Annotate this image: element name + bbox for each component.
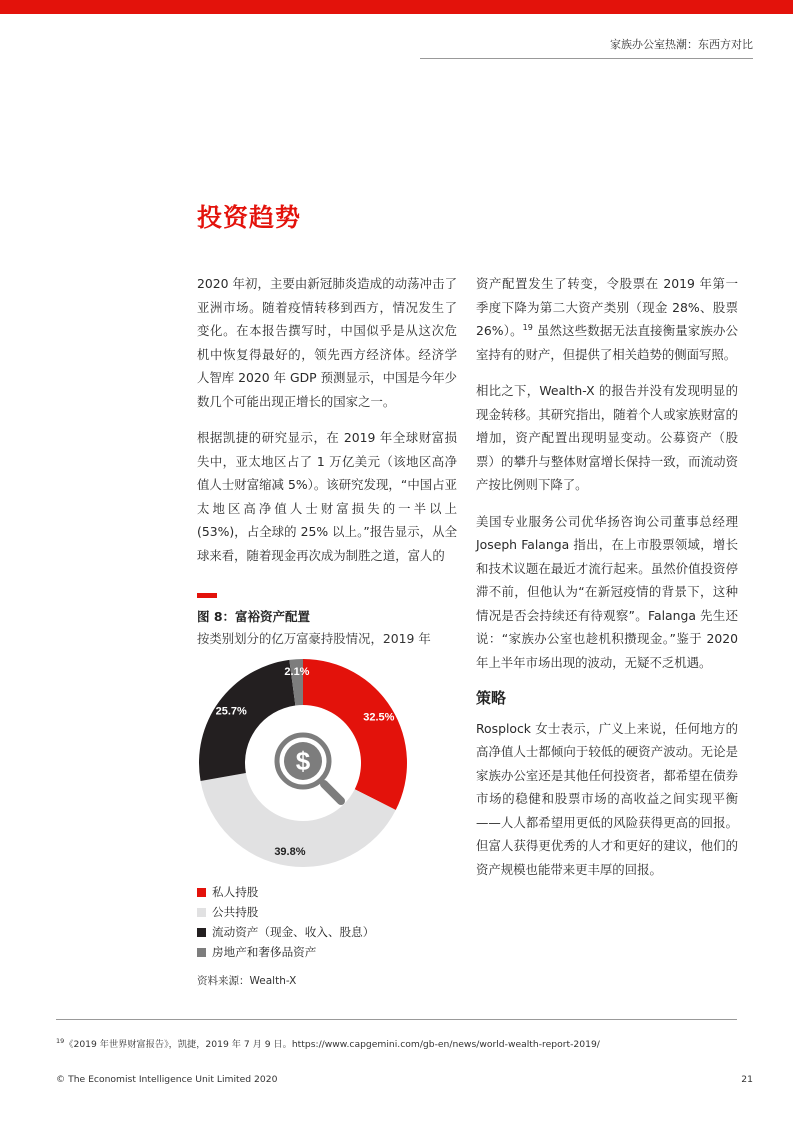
right-paragraph-1: 资产配置发生了转变，令股票在 2019 年第一季度下降为第二大资产类别（现金 28%、股票 26%）。$^{19}$ 虽然这些数据无法直接衡量家族办公室持有的财产，但提供了相关趋势的侧面写照。	[476, 276, 738, 362]
legend-label: 私人持股	[212, 885, 259, 899]
legend-item-2	[197, 902, 374, 922]
section-title: 投资趋势	[197, 203, 302, 232]
header-rule	[420, 58, 753, 59]
copyright: © The Economist Intelligence Unit Limited 2020	[56, 1074, 278, 1085]
pie-label-2: 39.8%	[274, 846, 306, 859]
right-paragraph-3: 美国专业服务公司优华扬咨询公司董事总经理 Joseph Falanga 指出，在上市股票领域，增长和技术议题在最近才流行起来。虽然价值投资停滞不前，但他认为“在新冠疫情的背景下，这种情况是否会持续还有待观察”。Falanga 先生还说：“家族办公室也趁机积攒现金。”鉴于 2020 年上半年市场出现的波动，无疑不乏机遇。	[476, 513, 738, 670]
legend-item-4	[197, 942, 374, 962]
chart-legend	[197, 882, 374, 962]
donut-chart-svg	[197, 657, 409, 869]
footnote-ref[interactable]: 19	[522, 322, 533, 332]
right-paragraph-2: 相比之下，Wealth-X 的报告并没有发现明显的现金转移。其研究指出，随着个人或家族财富的增加，资产配置出现明显变动。公募资产（股票）的攀升与整体财富增长保持一致，而流动资产按比例则下降了。	[476, 383, 738, 492]
figure-subtitle: 按类别划分的亿万富豪持股情况，2019 年	[197, 631, 431, 646]
left-column	[197, 272, 457, 580]
left-paragraph-2: 根据凯捷的研究显示，在 2019 年全球财富损失中，亚太地区占了 1 万亿美元（该地区高净值人士财富缩减 5%）。该研究发现，“中国占亚太地区高净值人士财富损失的一半以上 (53%)，占全球的 25% 以上。”报告显示，从全球来看，随着现金再次成为制胜之道，富人的	[197, 430, 457, 563]
pie-slice-1	[303, 659, 407, 810]
footnote-text[interactable]: 《2019 年世界财富报告》，凯捷，2019 年 7 月 9 日。https://www.capgemini.com/gb-en/news/world-wealth-report-2019/	[64, 1039, 600, 1050]
right-paragraph-4: Rosplock 女士表示，广义上来说，任何地方的高净值人士都倾向于较低的硬资产波动。无论是家族办公室还是其他任何投资者，都希望在债券市场的稳健和股票市场的高收益之间实现平衡——人人都希望用更低的风险获得更高的回报。但富人获得更优秀的人才和更好的建议，他们的资产规模也能带来更丰厚的回报。	[476, 720, 738, 877]
legend-label: 房地产和奢侈品资产	[212, 945, 317, 959]
figure-accent-bar	[197, 593, 217, 598]
pie-label-3: 25.7%	[215, 705, 247, 718]
footnote-rule	[56, 1019, 737, 1020]
dollar-magnifier-icon	[277, 735, 341, 801]
legend-swatch	[197, 908, 206, 917]
left-paragraph-1: 2020 年初，主要由新冠肺炎造成的动荡冲击了亚洲市场。随着疫情转移到西方，情况发生了变化。在本报告撰写时，中国似乎是从这次危机中恢复得最好的，领先西方经济体。经济学人智库 2020 年 GDP 预测显示，中国是今年少数几个可能出现正增长的国家之一。	[197, 276, 457, 409]
legend-label: 公共持股	[212, 905, 259, 919]
figure-8	[197, 593, 457, 987]
footnote	[56, 1036, 600, 1050]
running-header-title: 家族办公室热潮：东西方对比	[610, 38, 753, 51]
legend-item-1	[197, 882, 374, 902]
page-number: 21	[741, 1074, 753, 1085]
legend-swatch	[197, 928, 206, 937]
pie-label-1: 32.5%	[363, 711, 395, 724]
svg-text:$: $	[295, 746, 311, 776]
right-column	[476, 272, 738, 894]
legend-label: 流动资产（现金、收入、股息）	[212, 925, 375, 939]
pie-label-4: 2.1%	[284, 666, 310, 679]
figure-title: 图 8：富裕资产配置	[197, 609, 311, 624]
legend-swatch	[197, 948, 206, 957]
figure-source: 资料来源：Wealth-X	[197, 975, 297, 987]
legend-swatch	[197, 888, 206, 897]
footnote-number: 19	[56, 1036, 65, 1045]
top-accent-bar	[0, 0, 793, 14]
strategy-subheading: 策略	[476, 689, 507, 707]
legend-item-3	[197, 922, 374, 942]
donut-chart	[197, 657, 409, 869]
